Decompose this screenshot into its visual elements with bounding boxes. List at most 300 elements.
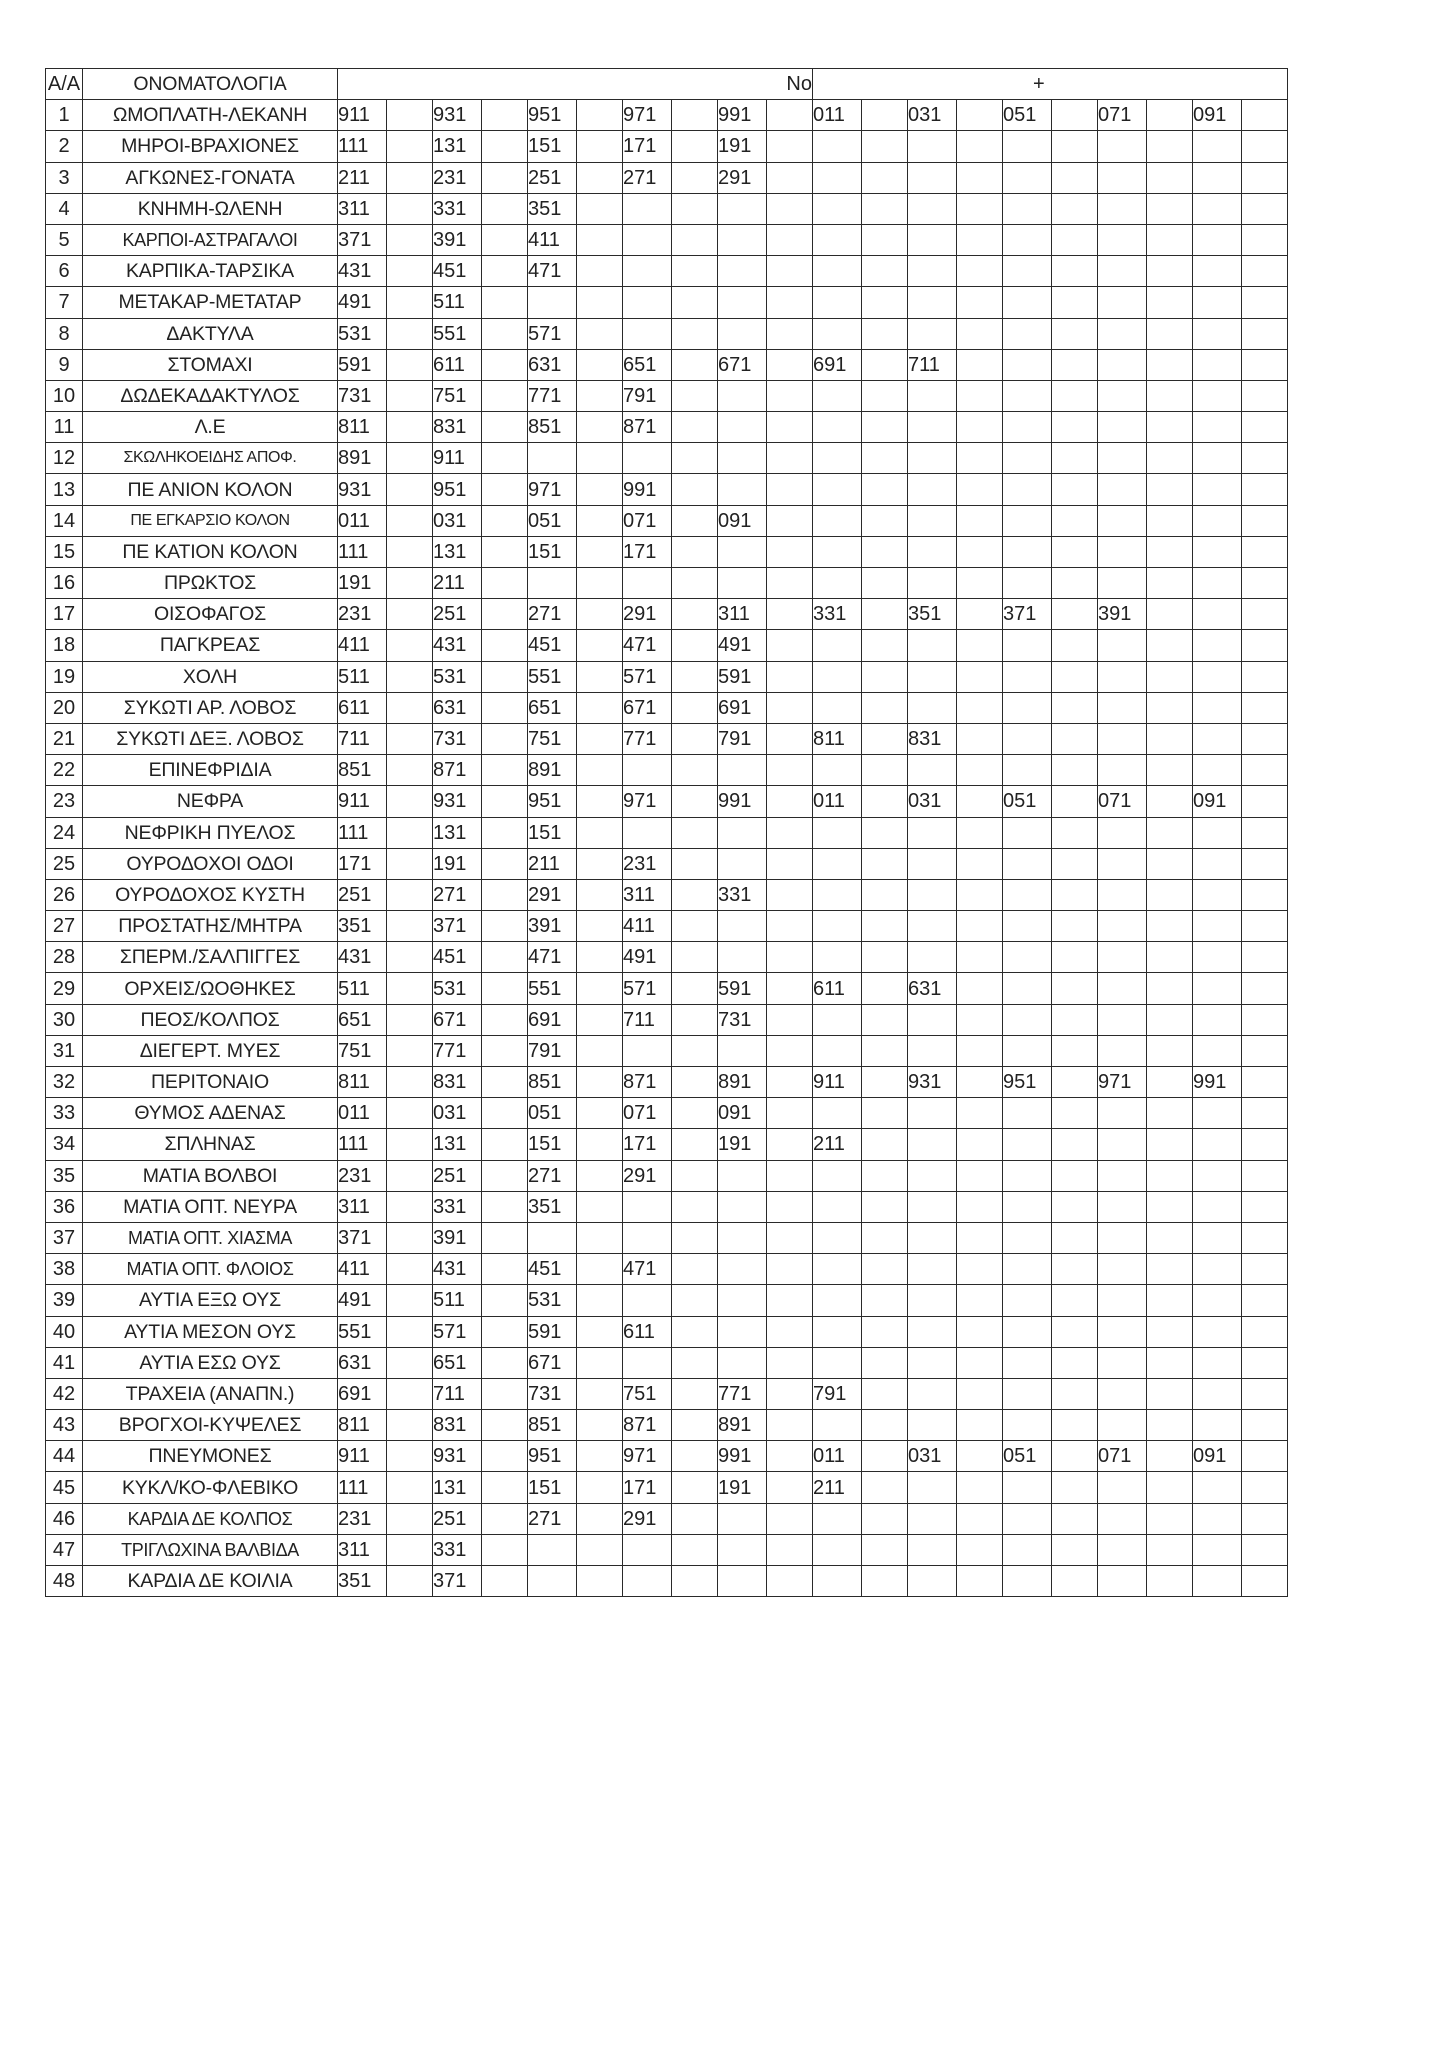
code-cell: 671: [433, 1004, 482, 1035]
code-cell: 211: [528, 848, 577, 879]
code-cell: 151: [528, 1129, 577, 1160]
code-cell: 171: [338, 848, 387, 879]
blank-cell: [957, 318, 1003, 349]
blank-cell: [957, 973, 1003, 1004]
code-cell: [1003, 630, 1052, 661]
code-cell: [1003, 1503, 1052, 1534]
code-cell: [1098, 1316, 1147, 1347]
code-cell: 291: [528, 879, 577, 910]
code-cell: 751: [528, 723, 577, 754]
code-cell: [908, 1534, 957, 1565]
code-cell: 991: [718, 100, 767, 131]
row-index: 10: [46, 380, 83, 411]
code-cell: [623, 568, 672, 599]
code-cell: 391: [433, 224, 482, 255]
blank-cell: [577, 723, 623, 754]
code-cell: [528, 1534, 577, 1565]
blank-cell: [1147, 1566, 1193, 1597]
code-cell: [1098, 973, 1147, 1004]
blank-cell: [672, 973, 718, 1004]
code-cell: [1098, 817, 1147, 848]
blank-cell: [1052, 1098, 1098, 1129]
blank-cell: [672, 848, 718, 879]
blank-cell: [482, 505, 528, 536]
blank-cell: [672, 318, 718, 349]
code-cell: [1098, 692, 1147, 723]
row-organ-name: ΠΝΕΥΜΟΝΕΣ: [83, 1441, 338, 1472]
blank-cell: [1242, 380, 1288, 411]
code-cell: [908, 412, 957, 443]
code-cell: [908, 817, 957, 848]
table-row: [46, 661, 1288, 692]
blank-cell: [1242, 1191, 1288, 1222]
blank-cell: [1242, 131, 1288, 162]
code-cell: 691: [528, 1004, 577, 1035]
code-cell: [908, 879, 957, 910]
code-cell: 191: [718, 131, 767, 162]
code-cell: [908, 1347, 957, 1378]
code-cell: 051: [528, 505, 577, 536]
blank-cell: [1147, 1004, 1193, 1035]
blank-cell: [1147, 1472, 1193, 1503]
row-index: 8: [46, 318, 83, 349]
blank-cell: [482, 287, 528, 318]
blank-cell: [1052, 224, 1098, 255]
code-cell: 531: [528, 1285, 577, 1316]
blank-cell: [387, 349, 433, 380]
blank-cell: [1147, 1534, 1193, 1565]
code-cell: [1193, 723, 1242, 754]
row-index: 47: [46, 1534, 83, 1565]
code-cell: [813, 443, 862, 474]
code-cell: [1098, 131, 1147, 162]
row-organ-name: ΜΑΤΙΑ ΒΟΛΒΟΙ: [83, 1160, 338, 1191]
code-cell: 211: [813, 1129, 862, 1160]
blank-cell: [1242, 599, 1288, 630]
code-cell: [908, 692, 957, 723]
row-organ-name: ΔΑΚΤΥΛΑ: [83, 318, 338, 349]
blank-cell: [672, 162, 718, 193]
blank-cell: [577, 786, 623, 817]
code-cell: [813, 1347, 862, 1378]
code-cell: [1003, 162, 1052, 193]
blank-cell: [1242, 162, 1288, 193]
code-cell: [813, 879, 862, 910]
blank-cell: [1242, 474, 1288, 505]
code-cell: [908, 536, 957, 567]
blank-cell: [1052, 1472, 1098, 1503]
blank-cell: [957, 755, 1003, 786]
blank-cell: [1242, 1441, 1288, 1472]
code-cell: [1098, 1129, 1147, 1160]
blank-cell: [767, 1472, 813, 1503]
table-row: [46, 942, 1288, 973]
code-cell: [813, 162, 862, 193]
blank-cell: [862, 1347, 908, 1378]
blank-cell: [1052, 786, 1098, 817]
row-organ-name: ΑΥΤΙΑ ΜΕΣΟΝ ΟΥΣ: [83, 1316, 338, 1347]
code-cell: [1098, 474, 1147, 505]
code-cell: 111: [338, 1472, 387, 1503]
code-cell: 811: [338, 1067, 387, 1098]
table-row: [46, 1566, 1288, 1597]
code-cell: [1193, 287, 1242, 318]
table-row: [46, 1004, 1288, 1035]
blank-cell: [957, 1316, 1003, 1347]
row-index: 48: [46, 1566, 83, 1597]
blank-cell: [1242, 879, 1288, 910]
row-index: 17: [46, 599, 83, 630]
blank-cell: [862, 942, 908, 973]
code-cell: [1003, 1472, 1052, 1503]
code-cell: 591: [718, 973, 767, 1004]
code-cell: 651: [528, 692, 577, 723]
row-organ-name: ΔΩΔΕΚΑΔΑΚΤΥΛΟΣ: [83, 380, 338, 411]
code-cell: [528, 287, 577, 318]
blank-cell: [767, 412, 813, 443]
blank-cell: [1147, 193, 1193, 224]
blank-cell: [957, 942, 1003, 973]
row-index: 9: [46, 349, 83, 380]
code-cell: [718, 474, 767, 505]
code-cell: 511: [338, 973, 387, 1004]
blank-cell: [387, 817, 433, 848]
blank-cell: [862, 1503, 908, 1534]
code-cell: [718, 1035, 767, 1066]
blank-cell: [957, 131, 1003, 162]
blank-cell: [1242, 318, 1288, 349]
blank-cell: [1147, 1191, 1193, 1222]
table-row: [46, 1316, 1288, 1347]
table-row: [46, 193, 1288, 224]
blank-cell: [862, 630, 908, 661]
code-cell: [1193, 817, 1242, 848]
code-cell: 751: [433, 380, 482, 411]
code-cell: [623, 1285, 672, 1316]
blank-cell: [577, 1534, 623, 1565]
code-cell: 951: [528, 100, 577, 131]
blank-cell: [672, 817, 718, 848]
code-cell: 591: [338, 349, 387, 380]
code-cell: 911: [338, 786, 387, 817]
blank-cell: [482, 100, 528, 131]
blank-cell: [1242, 505, 1288, 536]
row-organ-name: ΚΑΡΠΟΙ-ΑΣΤΡΑΓΑΛΟΙ: [83, 224, 338, 255]
blank-cell: [1242, 786, 1288, 817]
blank-cell: [767, 1503, 813, 1534]
blank-cell: [767, 1129, 813, 1160]
blank-cell: [957, 848, 1003, 879]
blank-cell: [387, 1160, 433, 1191]
code-cell: 031: [908, 786, 957, 817]
blank-cell: [1242, 1222, 1288, 1253]
row-index: 5: [46, 224, 83, 255]
code-cell: 311: [338, 1191, 387, 1222]
code-cell: [1003, 287, 1052, 318]
blank-cell: [1052, 1534, 1098, 1565]
row-organ-name: ΟΥΡΟΔΟΧΟΙ ΟΔΟΙ: [83, 848, 338, 879]
blank-cell: [482, 1378, 528, 1409]
code-cell: [1098, 630, 1147, 661]
blank-cell: [387, 942, 433, 973]
code-cell: [813, 848, 862, 879]
blank-cell: [862, 1191, 908, 1222]
row-organ-name: ΟΡΧΕΙΣ/ΩΟΘΗΚΕΣ: [83, 973, 338, 1004]
blank-cell: [577, 1098, 623, 1129]
blank-cell: [957, 162, 1003, 193]
blank-cell: [1147, 287, 1193, 318]
blank-cell: [767, 474, 813, 505]
row-index: 38: [46, 1254, 83, 1285]
code-cell: 111: [338, 536, 387, 567]
blank-cell: [862, 256, 908, 287]
code-cell: 791: [623, 380, 672, 411]
code-cell: 651: [623, 349, 672, 380]
blank-cell: [1147, 1285, 1193, 1316]
blank-cell: [387, 786, 433, 817]
row-organ-name: ΚΑΡΔΙΑ ΔΕ ΚΟΙΛΙΑ: [83, 1566, 338, 1597]
blank-cell: [482, 380, 528, 411]
blank-cell: [387, 287, 433, 318]
blank-cell: [672, 755, 718, 786]
table-row: [46, 224, 1288, 255]
code-cell: 051: [1003, 100, 1052, 131]
blank-cell: [482, 536, 528, 567]
code-cell: 211: [433, 568, 482, 599]
code-cell: [1193, 661, 1242, 692]
blank-cell: [957, 1441, 1003, 1472]
code-cell: 351: [528, 193, 577, 224]
code-cell: [908, 1191, 957, 1222]
code-cell: 631: [908, 973, 957, 1004]
code-cell: 831: [908, 723, 957, 754]
blank-cell: [957, 1503, 1003, 1534]
code-cell: 491: [338, 1285, 387, 1316]
table-row: [46, 568, 1288, 599]
blank-cell: [862, 1534, 908, 1565]
blank-cell: [767, 1347, 813, 1378]
code-cell: 411: [338, 630, 387, 661]
code-cell: [1003, 661, 1052, 692]
row-index: 20: [46, 692, 83, 723]
blank-cell: [387, 536, 433, 567]
blank-cell: [577, 661, 623, 692]
code-cell: [1098, 193, 1147, 224]
table-row: [46, 1191, 1288, 1222]
code-cell: [813, 193, 862, 224]
blank-cell: [577, 942, 623, 973]
blank-cell: [1242, 1285, 1288, 1316]
code-cell: 551: [338, 1316, 387, 1347]
code-cell: [1098, 1035, 1147, 1066]
row-index: 13: [46, 474, 83, 505]
blank-cell: [1052, 1035, 1098, 1066]
code-cell: [908, 1410, 957, 1441]
blank-cell: [1242, 1035, 1288, 1066]
blank-cell: [767, 1004, 813, 1035]
row-index: 27: [46, 911, 83, 942]
code-cell: [718, 848, 767, 879]
blank-cell: [862, 287, 908, 318]
code-cell: 991: [718, 786, 767, 817]
blank-cell: [577, 1160, 623, 1191]
row-organ-name: ΠΕ ΕΓΚΑΡΣΙΟ ΚΟΛΟΝ: [83, 505, 338, 536]
code-cell: 311: [718, 599, 767, 630]
blank-cell: [767, 973, 813, 1004]
blank-cell: [862, 1160, 908, 1191]
row-index: 6: [46, 256, 83, 287]
blank-cell: [482, 1472, 528, 1503]
blank-cell: [387, 911, 433, 942]
blank-cell: [577, 630, 623, 661]
blank-cell: [767, 193, 813, 224]
blank-cell: [482, 630, 528, 661]
blank-cell: [1147, 786, 1193, 817]
row-index: 41: [46, 1347, 83, 1378]
code-cell: [1193, 443, 1242, 474]
code-cell: 371: [338, 1222, 387, 1253]
blank-cell: [577, 1191, 623, 1222]
blank-cell: [767, 224, 813, 255]
blank-cell: [1052, 287, 1098, 318]
blank-cell: [767, 1410, 813, 1441]
code-cell: [1098, 879, 1147, 910]
blank-cell: [1147, 817, 1193, 848]
blank-cell: [577, 1410, 623, 1441]
blank-cell: [482, 1067, 528, 1098]
row-organ-name: ΠΕ ΚΑΤΙΟΝ ΚΟΛΟΝ: [83, 536, 338, 567]
blank-cell: [1147, 318, 1193, 349]
row-organ-name: ΠΡΩΚΤΟΣ: [83, 568, 338, 599]
blank-cell: [1242, 1378, 1288, 1409]
code-cell: [623, 1035, 672, 1066]
blank-cell: [1242, 1566, 1288, 1597]
code-cell: 231: [623, 848, 672, 879]
table-row: [46, 349, 1288, 380]
blank-cell: [1052, 256, 1098, 287]
row-organ-name: ΧΟΛΗ: [83, 661, 338, 692]
blank-cell: [767, 1035, 813, 1066]
code-cell: [813, 505, 862, 536]
code-cell: [1098, 224, 1147, 255]
code-cell: [1098, 848, 1147, 879]
blank-cell: [957, 786, 1003, 817]
blank-cell: [957, 599, 1003, 630]
blank-cell: [577, 474, 623, 505]
blank-cell: [482, 318, 528, 349]
blank-cell: [1147, 162, 1193, 193]
blank-cell: [672, 1472, 718, 1503]
code-cell: 871: [623, 412, 672, 443]
blank-cell: [482, 1004, 528, 1035]
blank-cell: [862, 599, 908, 630]
blank-cell: [957, 1035, 1003, 1066]
code-cell: [1193, 1378, 1242, 1409]
table-row: [46, 1098, 1288, 1129]
blank-cell: [1052, 755, 1098, 786]
code-cell: 151: [528, 1472, 577, 1503]
code-cell: [813, 318, 862, 349]
blank-cell: [1147, 755, 1193, 786]
blank-cell: [1052, 1160, 1098, 1191]
blank-cell: [1052, 1254, 1098, 1285]
blank-cell: [862, 1067, 908, 1098]
code-cell: [1098, 1222, 1147, 1253]
blank-cell: [862, 1441, 908, 1472]
blank-cell: [1242, 568, 1288, 599]
blank-cell: [672, 412, 718, 443]
blank-cell: [1052, 879, 1098, 910]
code-cell: [528, 443, 577, 474]
code-cell: 631: [338, 1347, 387, 1378]
blank-cell: [577, 1067, 623, 1098]
blank-cell: [387, 1410, 433, 1441]
row-index: 18: [46, 630, 83, 661]
row-index: 39: [46, 1285, 83, 1316]
code-cell: 331: [718, 879, 767, 910]
code-cell: [1098, 1503, 1147, 1534]
table-body: [46, 69, 1288, 1597]
blank-cell: [387, 412, 433, 443]
row-organ-name: ΠΕΟΣ/ΚΟΛΠΟΣ: [83, 1004, 338, 1035]
code-cell: [908, 193, 957, 224]
code-cell: 631: [433, 692, 482, 723]
code-cell: [813, 1503, 862, 1534]
code-cell: [718, 1191, 767, 1222]
code-cell: [528, 1566, 577, 1597]
blank-cell: [1052, 817, 1098, 848]
row-organ-name: ΚΥΚΛ/ΚΟ-ΦΛΕΒΙΚΟ: [83, 1472, 338, 1503]
code-cell: 971: [623, 786, 672, 817]
code-cell: 151: [528, 817, 577, 848]
code-cell: [813, 1191, 862, 1222]
blank-cell: [387, 692, 433, 723]
blank-cell: [1052, 505, 1098, 536]
row-index: 24: [46, 817, 83, 848]
header-no-right: [813, 69, 1288, 100]
code-cell: [1193, 879, 1242, 910]
code-cell: 831: [433, 1410, 482, 1441]
blank-cell: [672, 661, 718, 692]
blank-cell: [957, 1285, 1003, 1316]
code-cell: [1003, 911, 1052, 942]
table-row: [46, 786, 1288, 817]
blank-cell: [482, 1534, 528, 1565]
code-cell: 131: [433, 131, 482, 162]
blank-cell: [672, 1035, 718, 1066]
blank-cell: [387, 1098, 433, 1129]
blank-cell: [767, 256, 813, 287]
blank-cell: [577, 1285, 623, 1316]
code-cell: [813, 692, 862, 723]
code-cell: [813, 755, 862, 786]
blank-cell: [387, 131, 433, 162]
code-cell: 371: [433, 911, 482, 942]
blank-cell: [577, 692, 623, 723]
blank-cell: [482, 1441, 528, 1472]
code-cell: [718, 1316, 767, 1347]
blank-cell: [1147, 568, 1193, 599]
blank-cell: [957, 1160, 1003, 1191]
blank-cell: [577, 848, 623, 879]
blank-cell: [672, 1316, 718, 1347]
blank-cell: [767, 755, 813, 786]
blank-cell: [767, 1534, 813, 1565]
code-cell: 371: [338, 224, 387, 255]
blank-cell: [1242, 692, 1288, 723]
blank-cell: [1242, 536, 1288, 567]
blank-cell: [862, 1378, 908, 1409]
